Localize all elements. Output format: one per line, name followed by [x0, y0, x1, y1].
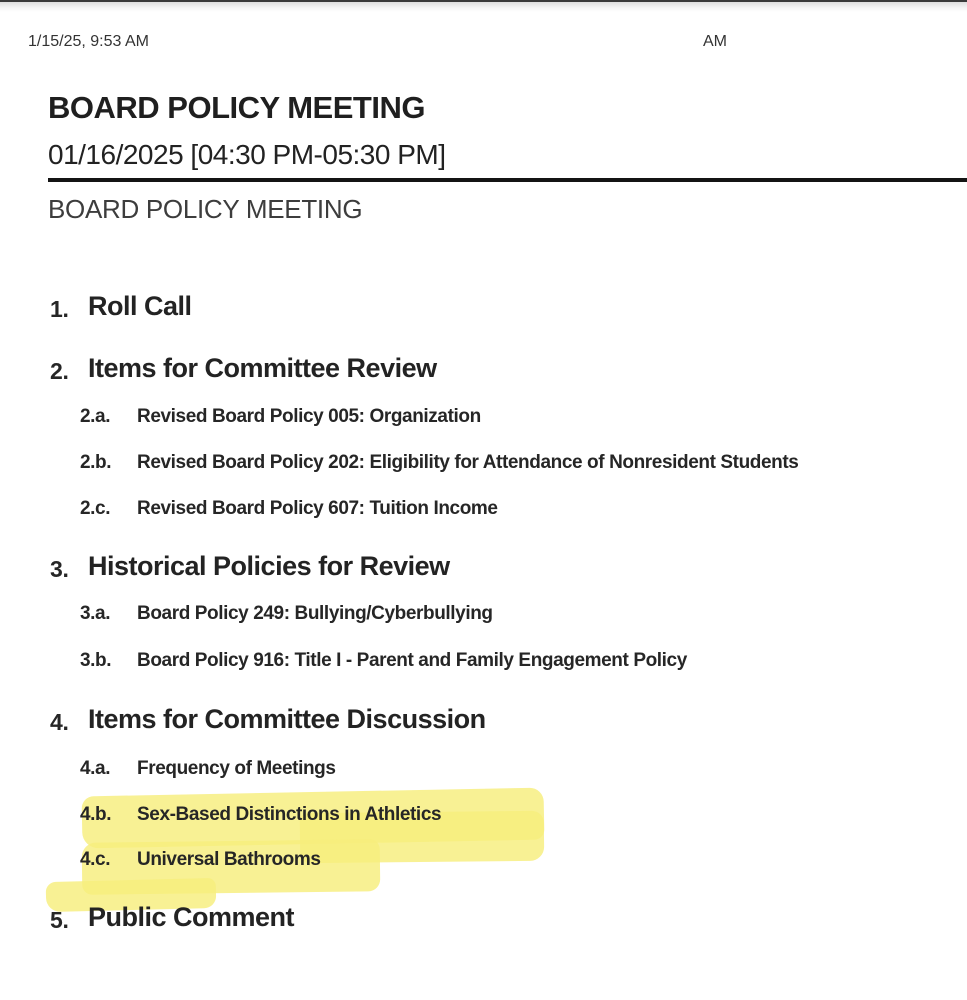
agenda-subitem-2c	[0, 498, 967, 532]
agenda-item-4	[0, 704, 967, 738]
agenda-item-label: Roll Call	[88, 291, 192, 321]
agenda-item-2	[0, 353, 967, 387]
agenda-subitem-number: 4.c.	[80, 849, 111, 870]
agenda-subitem-label: Universal Bathrooms	[137, 849, 321, 870]
agenda-subitem-4a	[0, 758, 967, 792]
agenda-item-label: Public Comment	[88, 902, 295, 932]
agenda-item-1	[0, 291, 967, 325]
agenda-subitem-label: Board Policy 916: Title I - Parent and Family Engagement Policy	[137, 650, 687, 671]
agenda-item-number: 4.	[50, 709, 69, 735]
agenda-subitem-4c-highlighted	[0, 849, 967, 883]
agenda-subitem-2b	[0, 452, 967, 486]
meeting-schedule: 01/16/2025 [04:30 PM-05:30 PM]	[48, 139, 446, 170]
document-title: BOARD POLICY MEETING	[48, 90, 425, 125]
print-header-right-fragment: AM	[703, 33, 727, 50]
agenda-item-label: Historical Policies for Review	[88, 551, 450, 581]
agenda-subitem-number: 2.b.	[80, 452, 112, 473]
agenda-subitem-3b	[0, 650, 967, 684]
agenda-subitem-number: 3.b.	[80, 650, 112, 671]
agenda-item-number: 5.	[50, 907, 69, 933]
agenda-item-number: 1.	[50, 296, 69, 322]
agenda-item-3	[0, 551, 967, 585]
agenda-subitem-4b-highlighted	[0, 804, 967, 838]
agenda-item-label: Items for Committee Discussion	[88, 704, 486, 734]
agenda-subitem-label: Sex-Based Distinctions in Athletics	[137, 804, 442, 825]
page-top-edge	[0, 0, 967, 12]
agenda-subitem-number: 2.c.	[80, 498, 111, 519]
agenda-subitem-label: Revised Board Policy 607: Tuition Income	[137, 498, 498, 519]
agenda-subitem-2a	[0, 406, 967, 440]
agenda-subitem-number: 4.b.	[80, 804, 112, 825]
document-subtitle: BOARD POLICY MEETING	[48, 194, 363, 224]
agenda-subitem-label: Revised Board Policy 202: Eligibility for Attendance of Nonresident Students	[137, 452, 799, 473]
agenda-subitem-label: Frequency of Meetings	[137, 758, 336, 779]
agenda-subitem-number: 4.a.	[80, 758, 111, 779]
agenda-subitem-label: Revised Board Policy 005: Organization	[137, 406, 481, 427]
agenda-item-number: 3.	[50, 556, 69, 582]
agenda-subitem-3a	[0, 603, 967, 637]
print-timestamp: 1/15/25, 9:53 AM	[28, 33, 149, 50]
agenda-item-5	[0, 902, 967, 936]
header-divider-rule	[48, 178, 967, 182]
agenda-subitem-number: 2.a.	[80, 406, 111, 427]
agenda-subitem-label: Board Policy 249: Bullying/Cyberbullying	[137, 603, 493, 624]
agenda-item-label: Items for Committee Review	[88, 353, 437, 383]
agenda-subitem-number: 3.a.	[80, 603, 111, 624]
agenda-item-number: 2.	[50, 358, 69, 384]
